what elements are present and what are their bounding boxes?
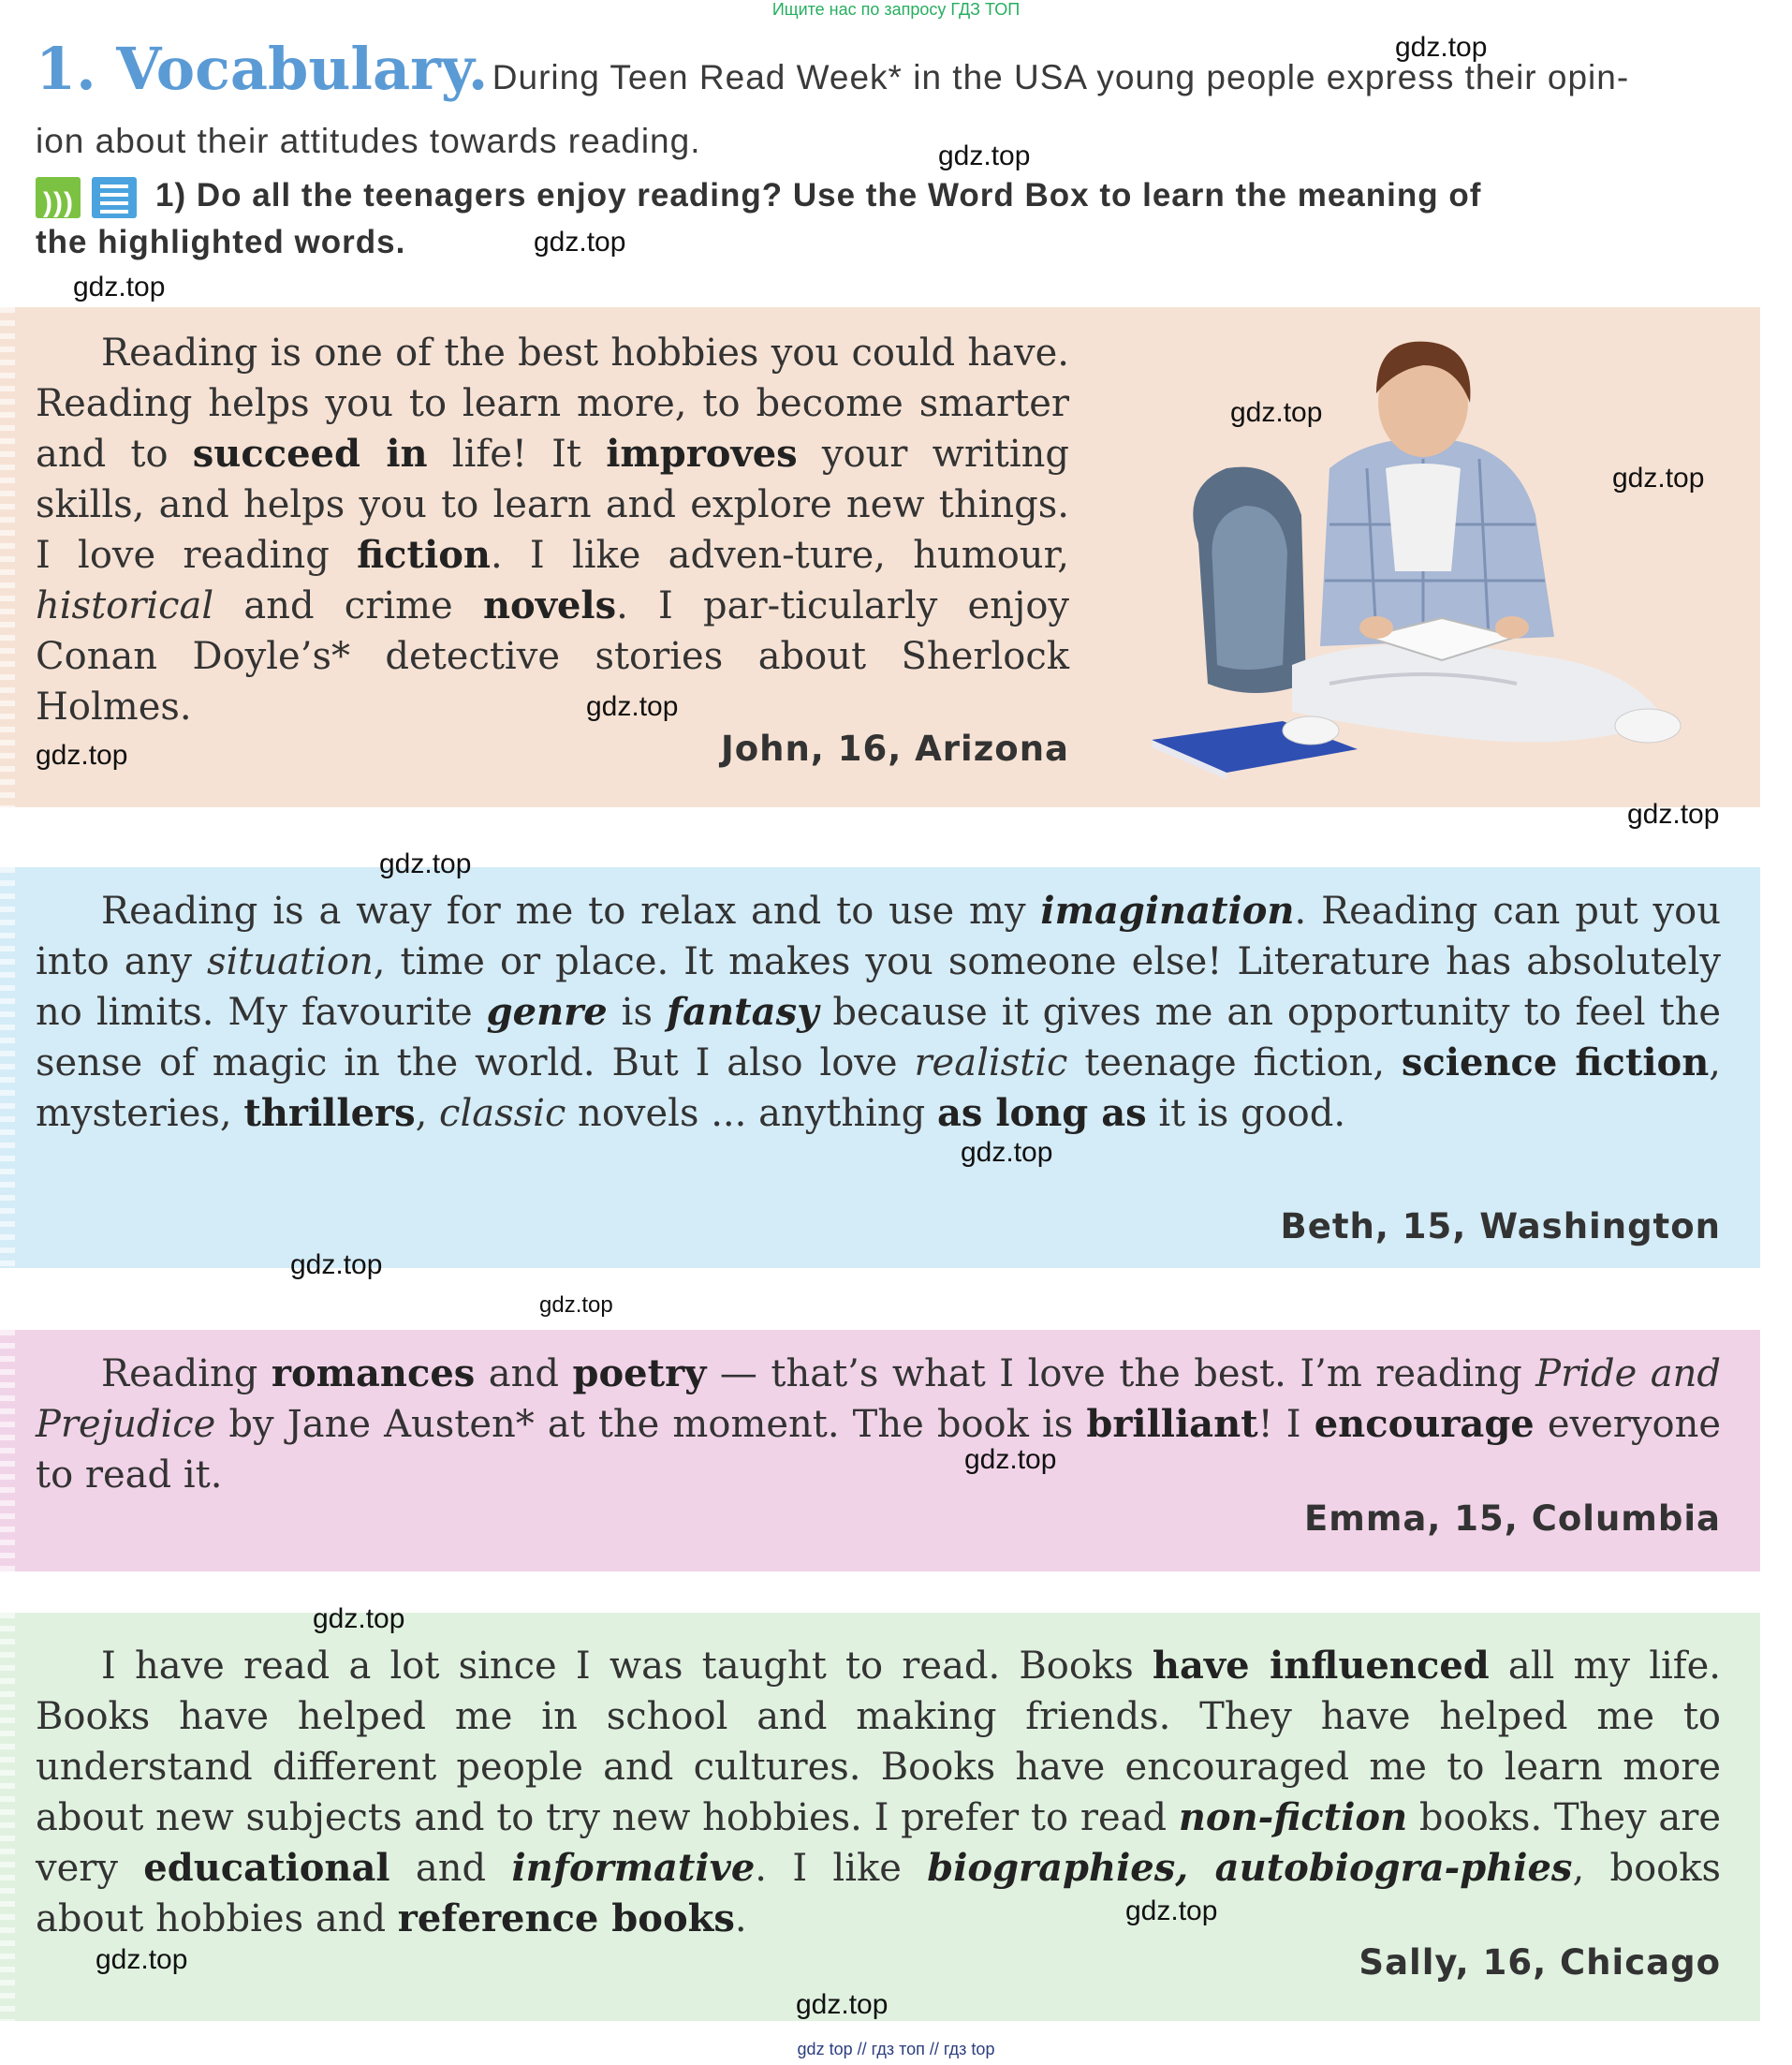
watermark: gdz.top xyxy=(796,1989,889,2020)
post-beth-signature: Beth, 15, Washington xyxy=(1280,1206,1721,1246)
watermark: gdz.top xyxy=(961,1137,1053,1168)
watermark: gdz.top xyxy=(290,1249,383,1280)
watermark: gdz.top xyxy=(1627,799,1720,830)
word-box-icon[interactable] xyxy=(92,177,137,218)
top-note: Ищите нас по запросу ГДЗ ТОП xyxy=(771,0,1021,19)
exercise-title: 1. Vocabulary. xyxy=(36,35,489,103)
intro-line-2: ion about their attitudes towards reading. xyxy=(36,122,701,160)
task-line-1: 1) Do all the teenagers enjoy reading? Use the Word Box to learn the meaning of xyxy=(155,177,1482,214)
watermark: gdz.top xyxy=(1395,32,1488,63)
task-instruction xyxy=(36,172,1721,266)
bottom-note: gdz top // гдз топ // гдз top xyxy=(797,2040,995,2058)
post-sally-text: I have read a lot since I was taught to read. Books have influenced all my life. Books have helped me in school and making friends. They have helped me to understand different people and cultures. Books have encouraged me to learn more about new subjects and to try new hobbies. I prefer to read non-fiction books. They are very educational and informative. I like biographies, autobiogra-phies, books about hobbies and reference books. xyxy=(36,1644,1722,1940)
watermark: gdz.top xyxy=(36,740,128,771)
intro-line-1: During Teen Read Week* in the USA young people express their opin- xyxy=(492,58,1630,96)
watermark: gdz.top xyxy=(964,1444,1057,1475)
watermark: gdz.top xyxy=(73,272,166,302)
watermark: gdz.top xyxy=(1230,397,1323,428)
watermark: gdz.top xyxy=(1125,1895,1218,1926)
watermark: gdz.top xyxy=(586,691,679,722)
watermark: gdz.top xyxy=(379,848,472,879)
watermark: gdz.top xyxy=(534,227,626,258)
task-line-2: the highlighted words. xyxy=(36,224,406,260)
audio-icon[interactable]: ))) xyxy=(36,177,81,218)
boy-reading-illustration xyxy=(1142,328,1704,787)
watermark: gdz.top xyxy=(938,140,1031,171)
watermark: gdz.top xyxy=(313,1603,405,1634)
watermark: gdz.top xyxy=(95,1944,188,1975)
watermark: gdz.top xyxy=(539,1292,613,1318)
post-emma-signature: Emma, 15, Columbia xyxy=(1304,1498,1721,1539)
watermark: gdz.top xyxy=(1612,463,1705,494)
post-john-signature: John, 16, Arizona xyxy=(720,729,1069,769)
post-sally-signature: Sally, 16, Chicago xyxy=(1359,1942,1721,1983)
post-emma-text: Reading romances and poetry — that’s what I love the best. I’m reading Pride and Prejudice by Jane Austen* at the moment. The book is brilliant! I encourage everyone to read it. xyxy=(36,1351,1722,1497)
post-john-text: Reading is one of the best hobbies you could have. Reading helps you to learn more, to become smarter and to succeed in life! It improves your writing skills, and helps you to learn and explore new things. I love reading fiction. I like adven-ture, humour, historical and crime novels. I par-ticularly enjoy Conan Doyle’s* detective stories about Sherlock Holmes. xyxy=(36,332,1070,729)
post-beth-text: Reading is a way for me to relax and to use my imagination. Reading can put you into any situation, time or place. It makes you someone else! Literature has absolutely no limits. My favourite genre is fantasy because it gives me an opportunity to feel the sense of magic in the world. But I also love realistic teenage fiction, science fiction, mysteries, thrillers, classic novels ... anything as long as it is good. xyxy=(36,889,1722,1135)
